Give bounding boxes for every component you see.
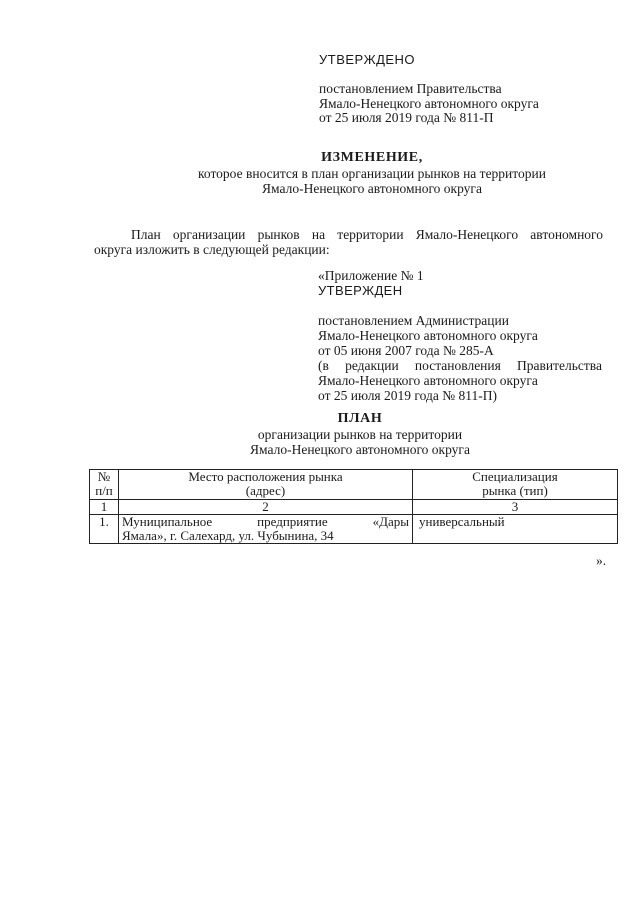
approved-line: постановлением Правительства <box>319 81 502 96</box>
change-subtitle: которое вносится в план организации рынков на территории <box>198 166 546 181</box>
annex-number: «Приложение № 1 <box>318 268 424 283</box>
approved-heading: УТВЕРЖДЕНО <box>319 52 416 67</box>
column-number: 3 <box>413 500 618 515</box>
markets-table <box>89 469 618 544</box>
body-paragraph-line: округа изложить в следующей редакции: <box>94 242 330 257</box>
column-number-row <box>90 500 618 515</box>
header-text: рынка (тип) <box>482 483 548 498</box>
table-row <box>90 515 618 544</box>
closing-quote: ». <box>596 553 607 568</box>
header-text: п/п <box>95 483 113 498</box>
change-title: ИЗМЕНЕНИЕ, <box>321 150 423 165</box>
column-number: 2 <box>119 500 413 515</box>
annex-block <box>318 268 602 403</box>
annex-line: от 05 июня 2007 года № 285-А <box>318 343 494 358</box>
header-cell-number <box>90 470 119 500</box>
row-index: 1. <box>90 515 119 544</box>
annex-line: постановлением Администрации <box>318 313 509 328</box>
table-header-row <box>90 470 618 500</box>
annex-line: Ямало-Ненецкого автономного округа <box>318 373 538 388</box>
header-cell-location <box>119 470 413 500</box>
approved-line: Ямало-Ненецкого автономного округа <box>319 95 539 111</box>
annex-line: от 25 июля 2019 года № 811-П) <box>318 388 497 403</box>
market-address <box>119 515 413 544</box>
body-paragraph-line: План организации рынков на территории Ямало-Ненецкого автономного <box>131 227 603 242</box>
plan-subtitle: организации рынков на территории <box>257 427 463 442</box>
approved-line: от 25 июля 2019 года № 811-П <box>319 110 494 125</box>
annex-approved-heading: УТВЕРЖДЕН <box>318 283 403 298</box>
address-line: Муниципальное предприятие «Дары <box>122 514 409 529</box>
header-text: № <box>97 469 111 484</box>
plan-title: ПЛАН <box>337 411 383 426</box>
column-number: 1 <box>90 500 119 515</box>
plan-subtitle: Ямало-Ненецкого автономного округа <box>250 442 470 457</box>
approval-block <box>319 52 539 126</box>
header-text: Специализация <box>472 469 558 484</box>
header-cell-type <box>413 470 618 500</box>
annex-line: Ямало-Ненецкого автономного округа <box>318 328 538 343</box>
address-line: Ямала», г. Салехард, ул. Чубынина, 34 <box>122 528 334 543</box>
change-subtitle: Ямало-Ненецкого автономного округа <box>262 181 482 196</box>
header-text: (адрес) <box>245 483 286 498</box>
annex-line: (в редакции постановления Правительства <box>318 358 602 373</box>
header-text: Место расположения рынка <box>188 469 343 484</box>
market-type: универсальный <box>413 515 618 544</box>
